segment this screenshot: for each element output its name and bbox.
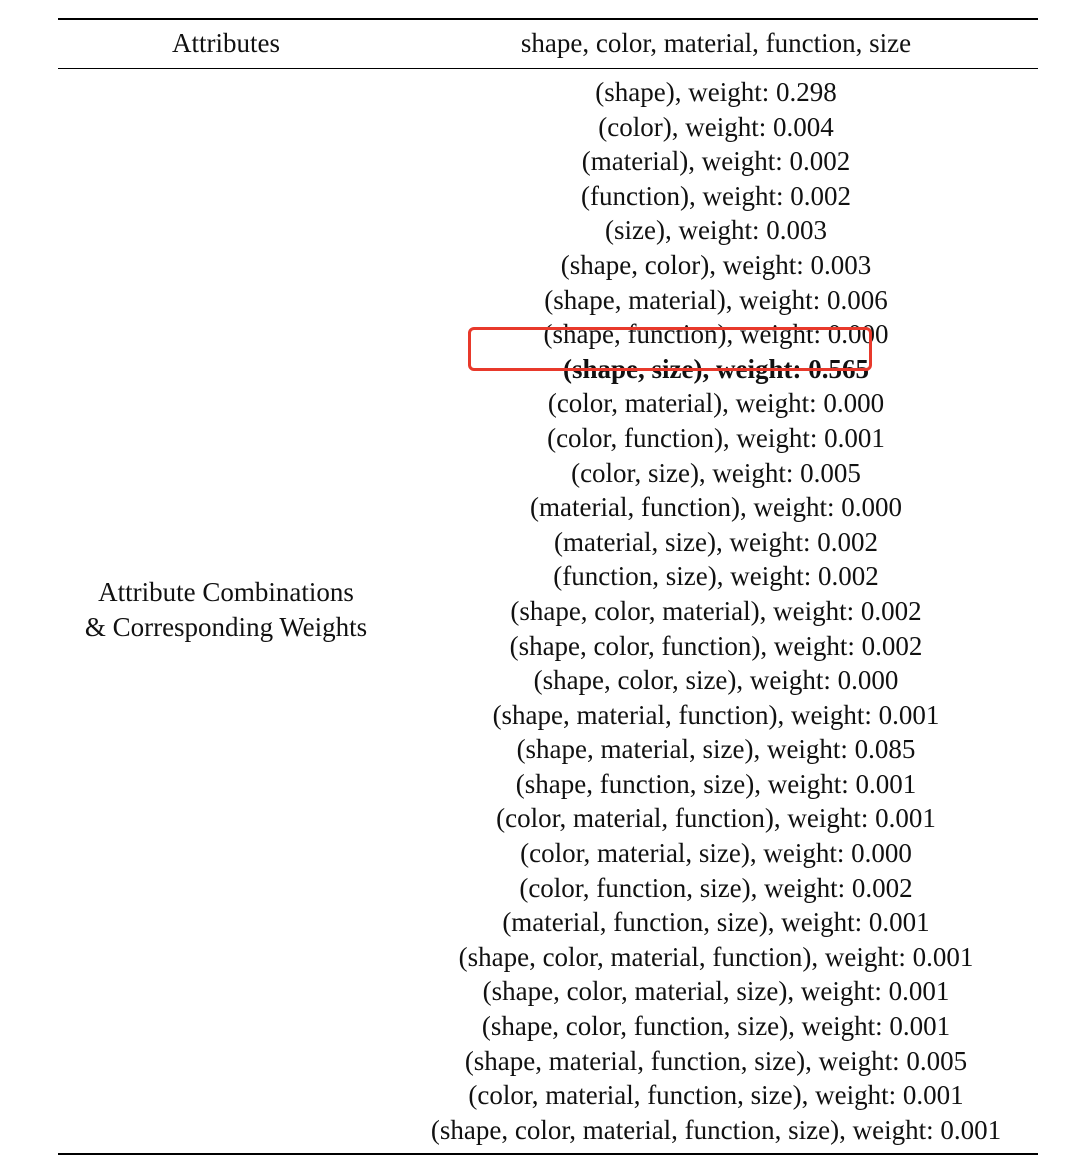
combination-row: (material, function, size), weight: 0.001 — [502, 907, 930, 938]
header-attribute-list: shape, color, material, function, size — [520, 28, 912, 58]
combination-row: (shape, color, material, function), weight: 0.001 — [458, 941, 974, 972]
combination-row: (shape, color, material, function, size), weight: 0.001 — [430, 1114, 1002, 1145]
combination-row: (material, size), weight: 0.002 — [554, 526, 878, 557]
combination-row: (shape, material, size), weight: 0.085 — [516, 734, 916, 765]
combination-row: (color, function, size), weight: 0.002 — [519, 872, 913, 903]
combination-row-highlighted: (shape, size), weight: 0.565 — [563, 353, 869, 384]
row-label-line2: & Corresponding Weights — [84, 612, 368, 642]
combination-row: (material), weight: 0.002 — [581, 146, 851, 177]
combination-row: (color), weight: 0.004 — [598, 111, 834, 142]
combination-row: (shape, material, function, size), weight: 0.005 — [464, 1045, 968, 1076]
combination-row: (function, size), weight: 0.002 — [553, 561, 879, 592]
combination-row: (material, function), weight: 0.000 — [530, 492, 902, 523]
header-rule — [58, 68, 1038, 69]
row-label-line1: Attribute Combinations — [98, 577, 354, 607]
combination-row: (color, material, size), weight: 0.000 — [520, 838, 912, 869]
combination-row: (shape, function), weight: 0.000 — [543, 319, 889, 350]
combination-row: (color, function), weight: 0.001 — [547, 422, 885, 453]
header-attributes: Attributes — [172, 28, 280, 58]
combination-row: (color, material), weight: 0.000 — [547, 388, 885, 419]
combination-row: (shape, color, material, size), weight: 0.001 — [482, 976, 950, 1007]
combination-row: (color, size), weight: 0.005 — [571, 457, 861, 488]
combination-row: (function), weight: 0.002 — [581, 180, 851, 211]
row-label — [58, 575, 394, 645]
combination-row: (shape, color), weight: 0.003 — [560, 249, 872, 280]
combination-row: (color, material, function, size), weight: 0.001 — [468, 1080, 964, 1111]
combination-row: (shape), weight: 0.298 — [595, 77, 837, 107]
combination-row: (shape, function, size), weight: 0.001 — [515, 768, 917, 799]
combination-row: (shape, material, function), weight: 0.001 — [492, 699, 940, 730]
bottom-rule — [58, 1153, 1038, 1155]
combination-row: (shape, color, material), weight: 0.002 — [510, 595, 922, 626]
combination-row: (shape, color, function), weight: 0.002 — [509, 630, 923, 661]
combination-list — [394, 75, 1038, 1147]
combination-row: (color, material, function), weight: 0.001 — [496, 803, 936, 834]
combination-row: (shape, material), weight: 0.006 — [544, 284, 888, 315]
combination-row: (shape, color, size), weight: 0.000 — [533, 665, 899, 696]
top-rule — [58, 18, 1038, 20]
combination-row: (shape, color, function, size), weight: 0.001 — [481, 1011, 951, 1042]
highlight-box — [468, 327, 872, 371]
combination-row: (size), weight: 0.003 — [605, 215, 827, 246]
